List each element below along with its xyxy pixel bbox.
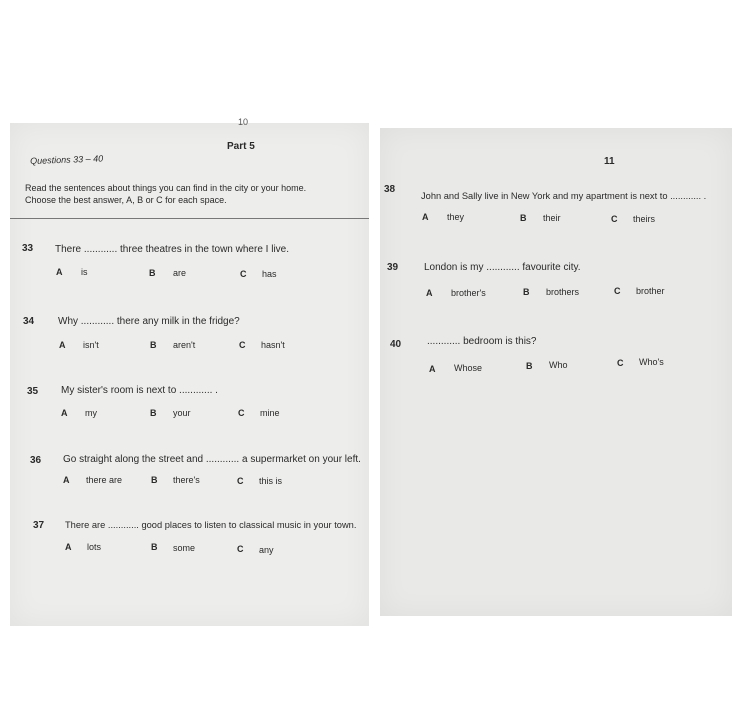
option-text: is [81,267,88,277]
option-letter: A [56,267,63,277]
question-text: London is my ............ favourite city. [424,262,581,273]
question-text: My sister's room is next to ............ . [61,385,218,396]
question-number: 40 [390,339,402,350]
option-text: your [173,408,191,418]
option-letter: B [526,361,533,371]
page-number: 11 [604,156,615,167]
option-letter: C [238,408,245,418]
option-text: there's [173,475,200,485]
option-letter: A [63,475,70,485]
option-text: any [259,545,274,555]
top-page-mark: 10 [238,117,249,127]
question-number: 33 [22,243,34,254]
option-text: their [543,213,561,223]
option-text: mine [260,408,280,418]
option-letter: A [61,408,68,418]
option-letter: A [429,364,436,374]
option-letter: A [422,212,429,222]
option-letter: B [520,213,527,223]
option-letter: A [65,542,72,552]
instructions-line-1: Read the sentences about things you can find in the city or your home. [25,183,307,193]
option-letter: C [614,286,621,296]
instructions-line-2: Choose the best answer, A, B or C for each space. [25,195,227,205]
option-text: isn't [83,340,99,350]
right-page [380,128,732,616]
option-letter: B [149,268,156,278]
option-letter: C [239,340,246,350]
option-letter: B [150,408,157,418]
question-number: 39 [387,262,399,273]
option-text: Who [549,360,568,370]
question-number: 38 [384,184,396,195]
question-number: 34 [23,316,35,327]
question-number: 37 [33,520,45,531]
option-letter: C [237,544,244,554]
option-text: lots [87,542,102,552]
option-text: brother [636,286,665,296]
option-text: has [262,269,277,279]
question-text: Why ............ there any milk in the fridge? [58,316,240,327]
option-text: my [85,408,97,418]
question-text: John and Sally live in New York and my apartment is next to ............ . [421,191,707,201]
option-letter: A [59,340,66,350]
option-letter: C [240,269,247,279]
option-text: aren't [173,340,196,350]
question-number: 36 [30,455,42,466]
option-text: there are [86,475,123,485]
option-letter: C [611,214,618,224]
option-letter: B [150,340,157,350]
option-letter: C [237,476,244,486]
left-page [10,117,369,626]
option-text: some [173,543,196,553]
option-text: Who's [639,357,664,367]
option-letter: A [426,288,433,298]
questions-title: Questions 33 – 40 [30,153,104,166]
option-letter: B [523,287,530,297]
option-text: hasn't [261,340,285,350]
option-text: they [447,212,465,222]
divider-rule [10,218,369,219]
question-text: There are ............ good places to listen to classical music in your town. [65,520,357,530]
option-text: theirs [633,214,656,224]
option-text: brothers [546,287,580,297]
question-text: There ............ three theatres in the town where I live. [55,244,289,255]
question-text: Go straight along the street and ............ a supermarket on your left. [63,454,361,465]
part-title: Part 5 [227,141,255,152]
option-letter: B [151,542,158,552]
question-text: ............ bedroom is this? [427,336,537,347]
option-text: Whose [454,363,483,373]
question-number: 35 [27,386,39,397]
option-text: are [173,268,187,278]
option-letter: C [617,358,624,368]
option-text: this is [259,476,283,486]
option-letter: B [151,475,158,485]
option-text: brother's [451,288,486,298]
